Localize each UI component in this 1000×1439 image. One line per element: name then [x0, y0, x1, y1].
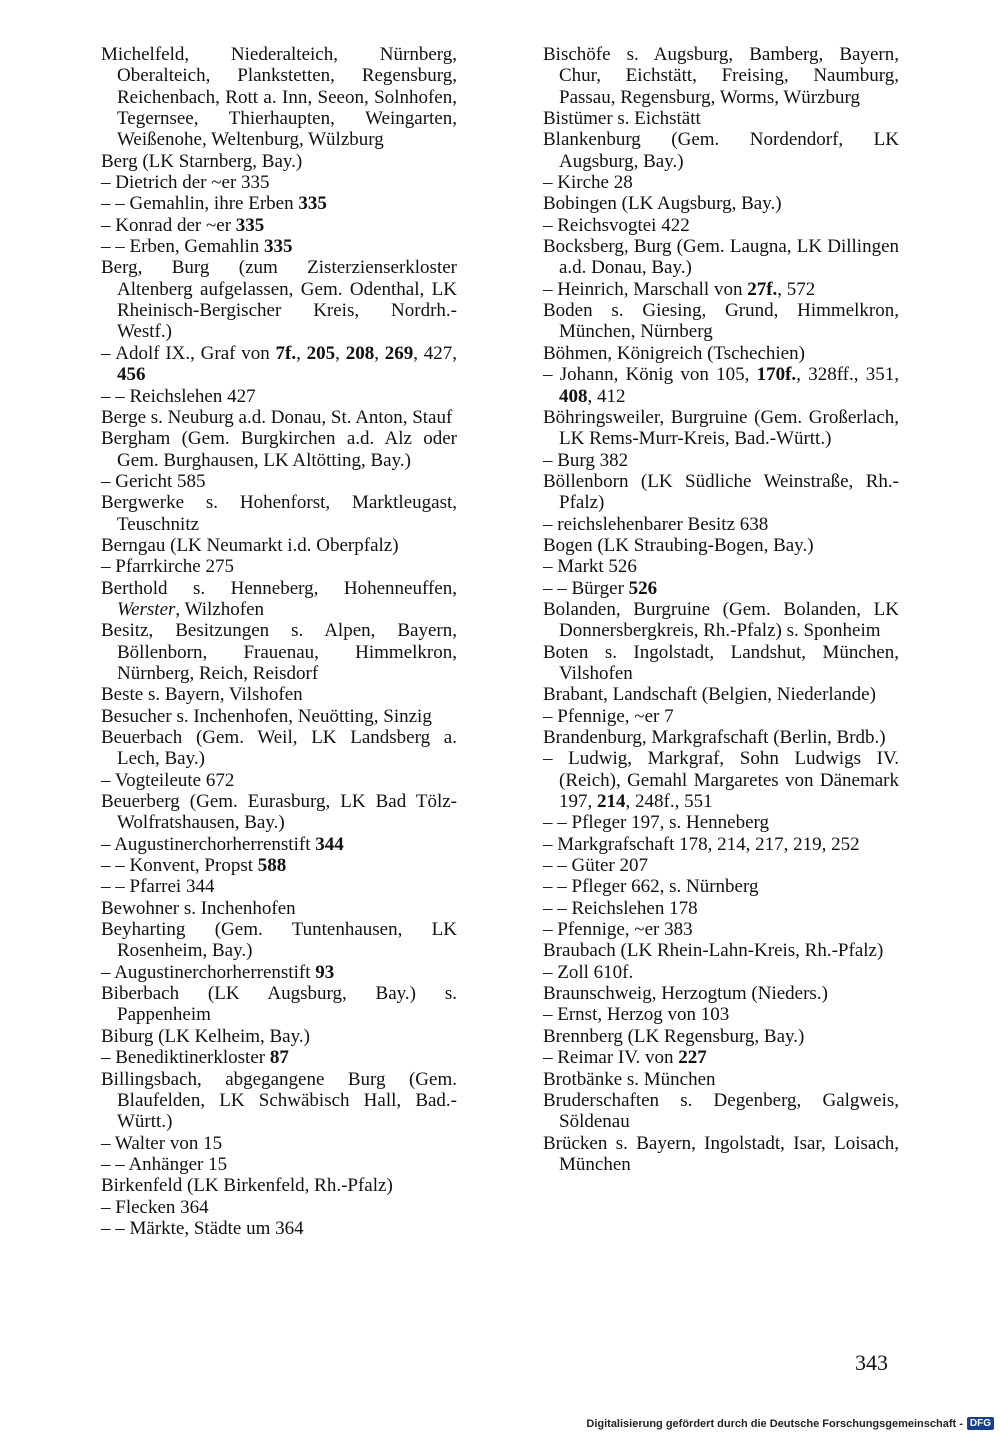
index-entry: [543, 1004, 899, 1025]
entry-text: Berg (LK Starnberg, Bay.): [101, 150, 303, 172]
entry-text: – – Reichslehen 178: [543, 897, 698, 919]
index-entry: [101, 1154, 457, 1175]
entry-text: , Wilzhofen: [175, 598, 265, 620]
bold-page-ref: 335: [264, 236, 293, 258]
index-entry: [101, 407, 457, 428]
entry-text: Bobingen (LK Augsburg, Bay.): [543, 193, 782, 215]
index-entry: [101, 983, 457, 1026]
entry-text: – – Güter 207: [543, 855, 649, 877]
bold-page-ref: 205: [306, 342, 336, 364]
index-entry: [101, 471, 457, 492]
entry-text: – Burg 382: [543, 449, 629, 471]
entry-text: Beyharting (Gem. Tuntenhausen, LK Rosenheim, Bay.): [101, 919, 457, 962]
index-entry: [543, 748, 899, 812]
index-entry: [543, 834, 899, 855]
entry-text: Berngau (LK Neumarkt i.d. Oberpfalz): [101, 534, 399, 556]
entry-text: Biberbach (LK Augsburg, Bay.) s. Pappenheim: [101, 983, 457, 1026]
entry-text: – – Konvent, Propst: [101, 855, 258, 877]
index-entry: [543, 450, 899, 471]
index-column-right: [543, 44, 899, 1175]
italic-name: Werster: [117, 598, 176, 620]
digitization-footer: [586, 1417, 994, 1430]
entry-text: Brücken s. Bayern, Ingolstadt, Isar, Loisach, München: [543, 1132, 899, 1175]
bold-page-ref: 456: [117, 364, 146, 386]
index-entry: [101, 898, 457, 919]
index-entry: [543, 1069, 899, 1090]
index-entry: [101, 428, 457, 471]
entry-text: Birkenfeld (LK Birkenfeld, Rh.-Pfalz): [101, 1175, 393, 1197]
entry-text: ,: [374, 342, 385, 364]
index-entry: [101, 172, 457, 193]
index-entry: [543, 279, 899, 300]
entry-text: Berthold s. Henneberg, Hohenneuffen,: [101, 577, 457, 599]
index-entry: [101, 620, 457, 684]
entry-text: Berge s. Neuburg a.d. Donau, St. Anton, Stauf: [101, 406, 453, 428]
dfg-logo: DFG: [967, 1417, 994, 1430]
index-entry: [101, 386, 457, 407]
entry-text: – reichslehenbarer Besitz 638: [543, 513, 769, 535]
entry-text: – Zoll 610f.: [543, 961, 634, 983]
index-entry: [543, 407, 899, 450]
index-entry: [101, 151, 457, 172]
entry-text: Michelfeld, Niederalteich, Nürnberg, Oberalteich, Plankstetten, Regensburg, Reichenbach, Rott a. Inn, Seeon, Solnhofen, Tegernsee, Thierhaupten, Weingarten, Weißenohe, Weltenburg, Wülzburg: [101, 44, 457, 151]
entry-text: ,: [335, 342, 346, 364]
page-number: 343: [855, 1350, 888, 1375]
index-entry: [101, 1197, 457, 1218]
index-entry: [543, 300, 899, 343]
entry-text: – Markgrafschaft 178, 214, 217, 219, 252: [543, 833, 860, 855]
entry-text: – – Erben, Gemahlin: [101, 236, 265, 258]
entry-text: – – Pfleger 197, s. Henneberg: [543, 812, 770, 834]
entry-text: – Walter von 15: [101, 1132, 223, 1154]
index-entry: [101, 791, 457, 834]
entry-text: – Kirche 28: [543, 172, 633, 194]
index-entry: [543, 962, 899, 983]
bold-page-ref: 27f.: [747, 278, 778, 300]
bold-page-ref: 170f.: [756, 364, 797, 386]
bold-page-ref: 208: [345, 342, 375, 364]
index-entry: [101, 257, 457, 342]
entry-text: ,: [296, 342, 307, 364]
index-entry: [101, 193, 457, 214]
index-entry: [543, 108, 899, 129]
entry-text: Boden s. Giesing, Grund, Himmelkron, München, Nürnberg: [543, 300, 899, 343]
index-entry: [101, 1133, 457, 1154]
index-entry: [101, 1218, 457, 1239]
index-entry: [543, 706, 899, 727]
entry-text: , 248f., 551: [625, 791, 713, 813]
index-entry: [543, 940, 899, 961]
index-entry: [101, 492, 457, 535]
index-entry: [101, 236, 457, 257]
entry-text: Besucher s. Inchenhofen, Neuötting, Sinzig: [101, 705, 432, 727]
index-entry: [543, 215, 899, 236]
entry-text: – Benediktinerkloster: [101, 1047, 270, 1069]
index-entry: [543, 193, 899, 214]
index-entry: [101, 44, 457, 151]
entry-text: Beuerbach (Gem. Weil, LK Landsberg a. Lech, Bay.): [101, 727, 457, 770]
index-entry: [543, 364, 899, 407]
index-entry: [543, 1133, 899, 1176]
index-entry: [543, 983, 899, 1004]
bold-page-ref: 269: [384, 342, 414, 364]
entry-text: Bewohner s. Inchenhofen: [101, 897, 296, 919]
index-entry: [543, 578, 899, 599]
entry-text: Brandenburg, Markgrafschaft (Berlin, Brdb.): [543, 727, 886, 748]
index-entry: [101, 684, 457, 705]
entry-text: Bocksberg, Burg (Gem. Laugna, LK Dillingen a.d. Donau, Bay.): [543, 236, 899, 279]
index-entry: [101, 834, 457, 855]
index-entry: [543, 898, 899, 919]
entry-text: – Pfennige, ~er 383: [543, 919, 693, 941]
entry-text: – – Pfarrei 344: [101, 876, 215, 898]
entry-text: – Reichsvogtei 422: [543, 214, 690, 236]
index-entry: [543, 343, 899, 364]
bold-page-ref: 408: [559, 385, 588, 407]
bold-page-ref: 87: [269, 1047, 289, 1069]
entry-text: – – Reichslehen 427: [101, 385, 256, 407]
index-entry: [101, 1047, 457, 1068]
index-entry: [543, 535, 899, 556]
entry-text: Bergham (Gem. Burgkirchen a.d. Alz oder Gem. Burghausen, LK Altötting, Bay.): [101, 428, 457, 471]
entry-text: , 427,: [413, 342, 457, 364]
entry-text: Bolanden, Burgruine (Gem. Bolanden, LK Donnersbergkreis, Rh.-Pfalz) s. Sponheim: [543, 598, 899, 642]
entry-text: – Flecken 364: [101, 1196, 209, 1218]
entry-text: – Heinrich, Marschall von: [543, 278, 748, 300]
index-entry: [101, 556, 457, 577]
entry-text: Biburg (LK Kelheim, Bay.): [101, 1025, 310, 1047]
entry-text: Böhringsweiler, Burgruine (Gem. Großerlach, LK Rems-Murr-Kreis, Bad.-Württ.): [543, 406, 899, 450]
index-entry: [101, 343, 457, 386]
entry-text: – Pfennige, ~er 7: [543, 705, 674, 727]
entry-text: – – Märkte, Städte um 364: [101, 1217, 304, 1239]
bold-page-ref: 214: [597, 791, 626, 813]
entry-text: – Augustinerchorherrenstift: [101, 961, 316, 983]
index-entry: [101, 962, 457, 983]
index-entry: [543, 129, 899, 172]
index-entry: [101, 706, 457, 727]
index-entry: [101, 919, 457, 962]
index-entry: [543, 172, 899, 193]
entry-text: – Vogteileute 672: [101, 769, 235, 791]
entry-text: Beste s. Bayern, Vilshofen: [101, 684, 303, 706]
index-entry: [543, 812, 899, 833]
entry-text: – Adolf IX., Graf von: [101, 342, 276, 364]
entry-text: Bruderschaften s. Degenberg, Galgweis, Söldenau: [543, 1089, 899, 1133]
entry-text: Boten s. Ingolstadt, Landshut, München, Vilshofen: [543, 641, 899, 684]
index-entry: [543, 599, 899, 642]
entry-text: – Pfarrkirche 275: [101, 556, 234, 578]
entry-text: – Augustinerchorherrenstift: [101, 833, 316, 855]
entry-text: Berg, Burg (zum Zisterzienserkloster Altenberg aufgelassen, Gem. Odenthal, LK Rheinisch-Bergischer Kreis, Nordrh.-Westf.): [101, 257, 457, 343]
index-entry: [543, 44, 899, 108]
entry-text: Bogen (LK Straubing-Bogen, Bay.): [543, 534, 814, 556]
entry-text: – Johann, König von 105,: [543, 364, 757, 386]
entry-text: Brennberg (LK Regensburg, Bay.): [543, 1025, 805, 1047]
index-entry: [101, 578, 457, 621]
bold-page-ref: 227: [678, 1047, 707, 1069]
entry-text: Bischöfe s. Augsburg, Bamberg, Bayern, Chur, Eichstätt, Freising, Naumburg, Passau, Regensburg, Worms, Würzburg: [543, 44, 899, 108]
index-column-left: [101, 44, 457, 1239]
index-entry: [101, 727, 457, 770]
entry-text: – Konrad der ~er: [101, 214, 236, 236]
entry-text: – Gericht 585: [101, 470, 206, 492]
entry-text: Böllenborn (LK Südliche Weinstraße, Rh.-Pfalz): [543, 470, 899, 514]
index-entry: [543, 642, 899, 685]
entry-text: – – Anhänger 15: [101, 1153, 228, 1175]
index-entry: [101, 876, 457, 897]
entry-text: Böhmen, Königreich (Tschechien): [543, 342, 805, 364]
index-entry: [543, 855, 899, 876]
index-entry: [543, 471, 899, 514]
index-entry: [101, 770, 457, 791]
bold-page-ref: 7f.: [275, 342, 297, 364]
index-entry: [101, 855, 457, 876]
entry-text: – – Bürger: [543, 577, 629, 599]
entry-text: – – Gemahlin, ihre Erben: [101, 193, 299, 215]
footer-credit-text: Digitalisierung gefördert durch die Deutsche Forschungsgemeinschaft -: [586, 1417, 963, 1430]
index-entry: [101, 1069, 457, 1133]
entry-text: , 572: [777, 278, 816, 300]
entry-text: – Markt 526: [543, 556, 637, 578]
index-entry: [543, 1047, 899, 1068]
bold-page-ref: 588: [257, 855, 287, 877]
index-entry: [543, 514, 899, 535]
index-entry: [543, 236, 899, 279]
bold-page-ref: 335: [298, 193, 327, 215]
entry-text: – Ernst, Herzog von 103: [543, 1004, 730, 1026]
entry-text: Brotbänke s. München: [543, 1068, 716, 1090]
entry-text: Billingsbach, abgegangene Burg (Gem. Blaufelden, LK Schwäbisch Hall, Bad.-Württ.): [101, 1068, 457, 1133]
index-entry: [543, 556, 899, 577]
bold-page-ref: 335: [235, 214, 265, 236]
entry-text: – – Pfleger 662, s. Nürnberg: [543, 876, 759, 898]
index-entry: [101, 1175, 457, 1196]
index-entry: [543, 1090, 899, 1133]
index-entry: [101, 215, 457, 236]
index-entry: [101, 1026, 457, 1047]
entry-text: – Ludwig, Markgraf, Sohn Ludwigs IV. (Reich), Gemahl Margaretes von Dänemark 197,: [543, 748, 899, 813]
entry-text: , 328ff., 351,: [796, 364, 900, 386]
bold-page-ref: 93: [315, 961, 335, 983]
index-entry: [543, 919, 899, 940]
index-entry: [543, 684, 899, 705]
entry-text: Brabant, Landschaft (Belgien, Niederlande): [543, 684, 876, 706]
entry-text: Beuerberg (Gem. Eurasburg, LK Bad Tölz-Wolfratshausen, Bay.): [101, 791, 457, 834]
entry-text: , 412: [587, 385, 626, 407]
entry-text: – Dietrich der ~er 335: [101, 172, 270, 194]
entry-text: Bergwerke s. Hohenforst, Marktleugast, Teuschnitz: [101, 492, 457, 535]
entry-text: – Reimar IV. von: [543, 1047, 679, 1069]
entry-text: Braunschweig, Herzogtum (Nieders.): [543, 983, 828, 1005]
entry-text: Bistümer s. Eichstätt: [543, 108, 701, 130]
bold-page-ref: 344: [315, 833, 344, 855]
index-entry: [543, 876, 899, 897]
index-entry: [543, 727, 899, 748]
index-entry: [543, 1026, 899, 1047]
index-entry: [101, 535, 457, 556]
entry-text: Besitz, Besitzungen s. Alpen, Bayern, Böllenborn, Frauenau, Himmelkron, Nürnberg, Reich, Reisdorf: [101, 620, 457, 684]
bold-page-ref: 526: [628, 577, 658, 599]
entry-text: Braubach (LK Rhein-Lahn-Kreis, Rh.-Pfalz): [543, 940, 884, 962]
entry-text: Blankenburg (Gem. Nordendorf, LK Augsburg, Bay.): [543, 129, 899, 172]
